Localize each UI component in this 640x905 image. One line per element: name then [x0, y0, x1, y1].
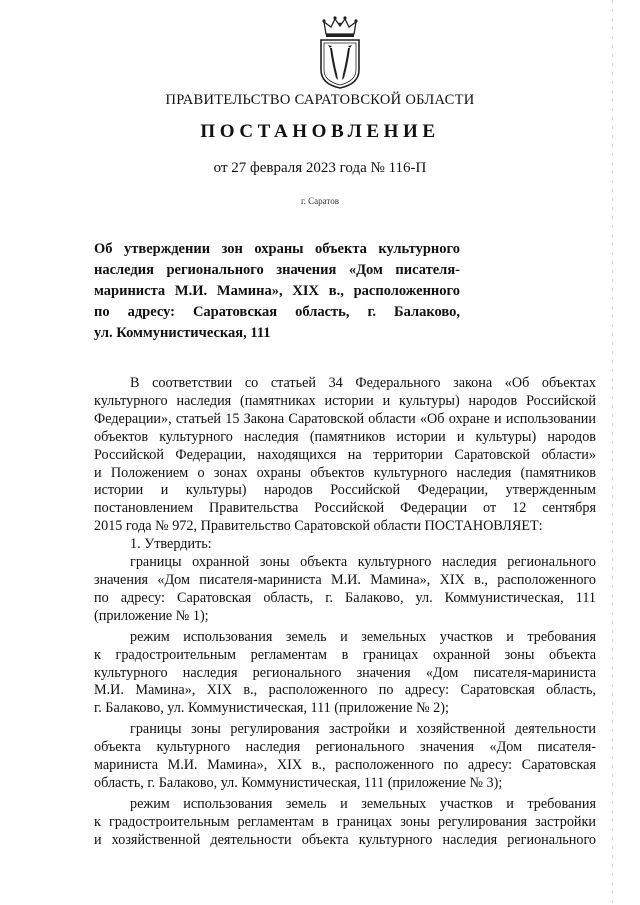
body-line: и Положением о зонах охраны объектов культурного наследия (памятников [94, 464, 596, 481]
document-type: ПОСТАНОВЛЕНИЕ [200, 121, 440, 142]
coat-of-arms-icon [318, 14, 362, 90]
document-body [94, 375, 596, 850]
body-line: к градостроительным регламентам в границах охранной зоны объекта [94, 646, 596, 663]
body-line: (приложение № 1); [94, 607, 209, 624]
body-line: значения «Дом писателя-мариниста М.И. Мамина», XIX в., расположенного [94, 571, 596, 588]
body-line: границы охранной зоны объекта культурного наследия регионального [130, 554, 596, 571]
body-line: объекта культурного наследия регионального значения «Дом писателя- [94, 739, 596, 756]
body-line: В соответствии со статьей 34 Федерального закона «Об объектах [130, 375, 596, 391]
title-line: наследия регионального значения «Дом писателя- [94, 262, 460, 278]
body-line: Российской Федерации, находящихся на территории Саратовской области» [94, 446, 596, 463]
body-line: объектов культурного наследия (памятников истории и культуры) народов [94, 428, 596, 445]
body-line: и хозяйственной деятельности объекта культурного наследия регионального [94, 831, 596, 848]
body-line: культурного наследия регионального значения «Дом писателя-мариниста [94, 664, 596, 681]
body-line: г. Балаково, ул. Коммунистическая, 111 (приложение № 2); [94, 700, 449, 717]
body-line: границы зоны регулирования застройки и хозяйственной деятельности [130, 721, 596, 738]
body-line: к градостроительным регламентам в границах зоны регулирования застройки [94, 813, 596, 830]
title-line: по адресу: Саратовская область, г. Балаково, [94, 304, 460, 320]
document-date-number: от 27 февраля 2023 года № 116-П [213, 160, 427, 176]
government-name: ПРАВИТЕЛЬСТВО САРАТОВСКОЙ ОБЛАСТИ [165, 92, 475, 108]
body-line: 2015 года № 972, Правительство Саратовской области ПОСТАНОВЛЯЕТ: [94, 518, 543, 535]
title-line: мариниста М.И. Мамина», XIX в., расположенного [94, 283, 460, 299]
document-city: г. Саратов [301, 196, 339, 206]
body-line: режим использования земель и земельных участков и требования [130, 628, 596, 645]
body-line: 1. Утвердить: [130, 536, 212, 553]
body-line: Федерации», статьей 15 Закона Саратовской области «Об охране и использовании [94, 410, 596, 427]
body-line: область, г. Балаково, ул. Коммунистическая, 111 (приложение № 3); [94, 774, 503, 791]
body-line: истории и культуры) народов Российской Федерации, утвержденным [94, 482, 596, 499]
title-line: ул. Коммунистическая, 111 [94, 325, 271, 341]
body-line: мариниста М.И. Мамина», XIX в., расположенного по адресу: Саратовская [94, 757, 596, 774]
body-line: культурного наследия (памятниках истории и культуры) народов Российской [94, 392, 596, 409]
document-title [94, 239, 460, 344]
body-line: М.И. Мамина», XIX в., расположенного по адресу: Саратовская область, [94, 682, 596, 699]
body-line: постановлением Правительства Российской Федерации от 12 сентября [94, 500, 596, 517]
body-line: по адресу: Саратовская область, г. Балаково, ул. Коммунистическая, 111 [94, 589, 596, 606]
body-line: режим использования земель и земельных участков и требования [130, 795, 596, 812]
title-line: Об утверждении зон охраны объекта культурного [94, 241, 460, 257]
